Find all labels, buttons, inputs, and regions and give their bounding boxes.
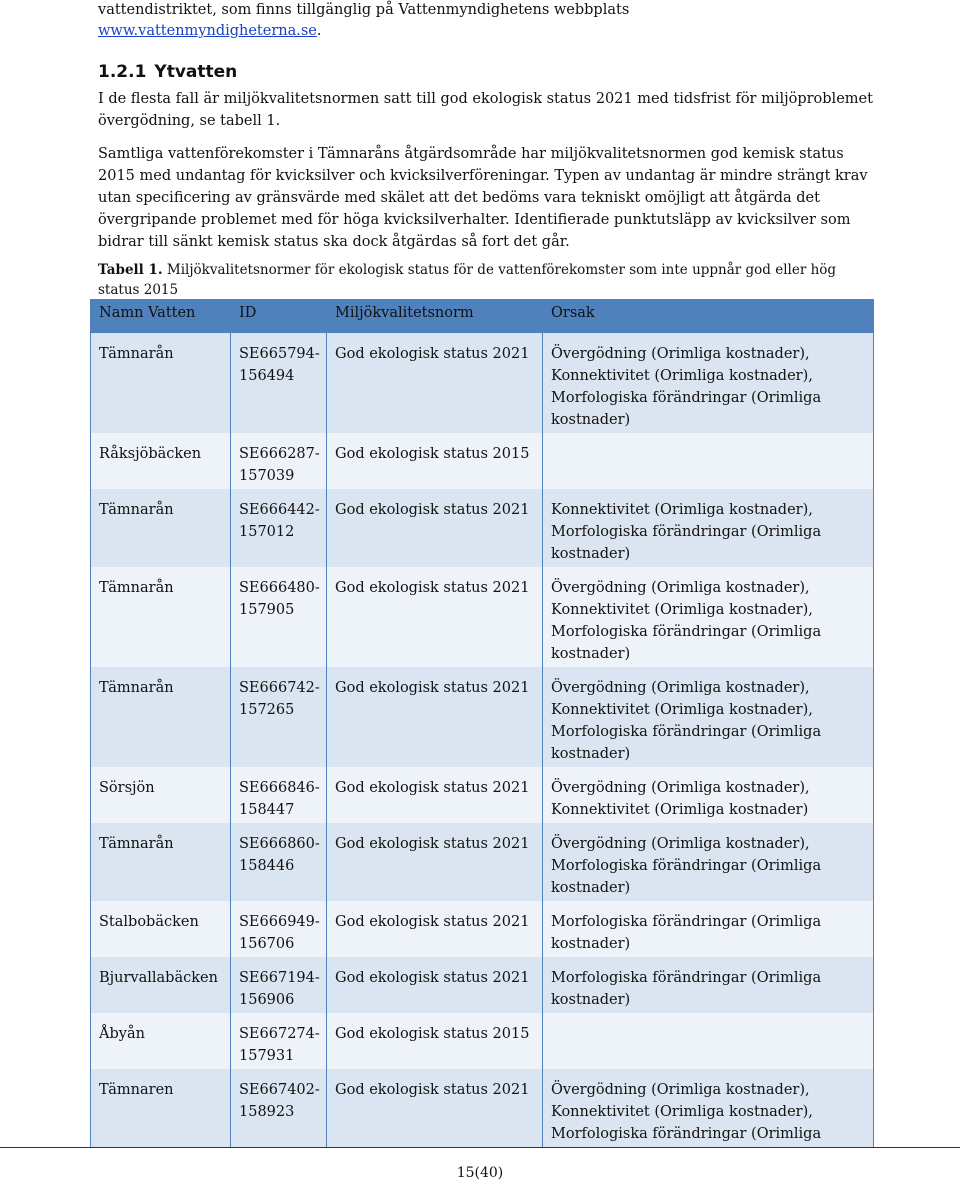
table-row (91, 901, 874, 957)
paragraph-2: Samtliga vattenförekomster i Tämnaråns åtgärdsområde har miljökvalitetsnormen god kemisk status 2015 med undantag för kvicksilver och kvicksilverföreningar. Typen av undantag är mindre strängt krav utan specificering av gränsvärde med skälet att det bedöms vara tekniskt omöjligt att åtgärda det övergripande problemet med för höga kvicksilverhalter. Identifierade punktutsläpp av kvicksilver som bidrar till sänkt kemisk status ska dock åtgärdas så fort det går. (98, 146, 868, 250)
cell-reason: Övergödning (Orimliga kostnader), Konnektivitet (Orimliga kostnader) (543, 767, 874, 823)
cell-name: Tämnarån (91, 333, 231, 434)
cell-name: Tämnarån (91, 667, 231, 767)
header-reason: Orsak (543, 300, 874, 333)
cell-name: Tämnarån (91, 567, 231, 667)
table-row (91, 957, 874, 1013)
cell-name: Råksjöbäcken (91, 433, 231, 489)
cell-reason: Övergödning (Orimliga kostnader), Morfologiska förändringar (Orimliga kostnader) (543, 823, 874, 901)
cell-name: Åbyån (91, 1013, 231, 1069)
cell-id: SE667402-158923 (231, 1069, 327, 1148)
cell-id: SE666442-157012 (231, 489, 327, 567)
page-number: 15(40) (456, 1165, 504, 1181)
header-id: ID (231, 300, 327, 333)
cell-norm: God ekologisk status 2015 (327, 433, 543, 489)
cell-reason: Konnektivitet (Orimliga kostnader), Morfologiska förändringar (Orimliga kostnader) (543, 489, 874, 567)
cell-reason: Morfologiska förändringar (Orimliga kostnader) (543, 901, 874, 957)
cell-name: Tämnaren (91, 1069, 231, 1148)
status-table (90, 299, 874, 1148)
table-row (91, 767, 874, 823)
cell-name: Tämnarån (91, 489, 231, 567)
table-row (91, 1069, 874, 1148)
cell-norm: God ekologisk status 2021 (327, 489, 543, 567)
cell-id: SE666846-158447 (231, 767, 327, 823)
cell-id: SE667274-157931 (231, 1013, 327, 1069)
cell-norm: God ekologisk status 2021 (327, 333, 543, 434)
table-row (91, 1013, 874, 1069)
cell-reason (543, 433, 874, 489)
cell-reason: Övergödning (Orimliga kostnader), Konnektivitet (Orimliga kostnader), Morfologiska förändringar (Orimliga kostnader) (543, 667, 874, 767)
table-caption (98, 260, 868, 300)
cell-norm: God ekologisk status 2021 (327, 767, 543, 823)
caption-label: Tabell 1. (98, 262, 163, 278)
cell-name: Stalbobäcken (91, 901, 231, 957)
table-row (91, 667, 874, 767)
cell-norm: God ekologisk status 2021 (327, 1069, 543, 1148)
section-title: Ytvatten (154, 62, 238, 82)
cell-norm: God ekologisk status 2021 (327, 567, 543, 667)
table-row (91, 333, 874, 434)
cell-reason (543, 1013, 874, 1069)
cell-reason: Övergödning (Orimliga kostnader), Konnektivitet (Orimliga kostnader), Morfologiska förändringar (Orimliga kostnader) (543, 333, 874, 434)
caption-text: Miljökvalitetsnormer för ekologisk status för de vattenförekomster som inte uppnår god eller hög status 2015 (98, 262, 837, 298)
table-header-row (91, 300, 874, 333)
section-number: 1.2.1 (98, 62, 147, 82)
cell-reason: Övergödning (Orimliga kostnader), Konnektivitet (Orimliga kostnader), Morfologiska förändringar (Orimliga (543, 1069, 874, 1148)
cell-norm: God ekologisk status 2021 (327, 901, 543, 957)
link-suffix: . (316, 23, 322, 39)
cell-name: Bjurvallabäcken (91, 957, 231, 1013)
cell-id: SE666287-157039 (231, 433, 327, 489)
section-heading (98, 61, 237, 83)
cell-norm: God ekologisk status 2021 (327, 957, 543, 1013)
header-norm: Miljökvalitetsnorm (327, 300, 543, 333)
vattenmyndigheterna-link[interactable]: www.vattenmyndigheterna.se (98, 23, 317, 39)
intro-link-line (98, 21, 322, 41)
cell-id: SE666860-158446 (231, 823, 327, 901)
paragraph-1: I de flesta fall är miljökvalitetsnormen satt till god ekologisk status 2021 med tidsfrist för miljöproblemet övergödning, se tabell 1. (98, 91, 873, 129)
table-row (91, 433, 874, 489)
footer-rule (0, 1147, 960, 1148)
table-row (91, 567, 874, 667)
cell-id: SE666480-157905 (231, 567, 327, 667)
cell-name: Tämnarån (91, 823, 231, 901)
table-row (91, 823, 874, 901)
header-name: Namn Vatten (91, 300, 231, 333)
table-row (91, 489, 874, 567)
cell-id: SE665794-156494 (231, 333, 327, 434)
cell-reason: Morfologiska förändringar (Orimliga kostnader) (543, 957, 874, 1013)
intro-line: vattendistriktet, som finns tillgänglig på Vattenmyndighetens webbplats (98, 2, 630, 18)
cell-name: Sörsjön (91, 767, 231, 823)
cell-norm: God ekologisk status 2015 (327, 1013, 543, 1069)
cell-norm: God ekologisk status 2021 (327, 823, 543, 901)
cell-id: SE667194-156906 (231, 957, 327, 1013)
cell-id: SE666742-157265 (231, 667, 327, 767)
cell-id: SE666949-156706 (231, 901, 327, 957)
cell-norm: God ekologisk status 2021 (327, 667, 543, 767)
cell-reason: Övergödning (Orimliga kostnader), Konnektivitet (Orimliga kostnader), Morfologiska förändringar (Orimliga kostnader) (543, 567, 874, 667)
